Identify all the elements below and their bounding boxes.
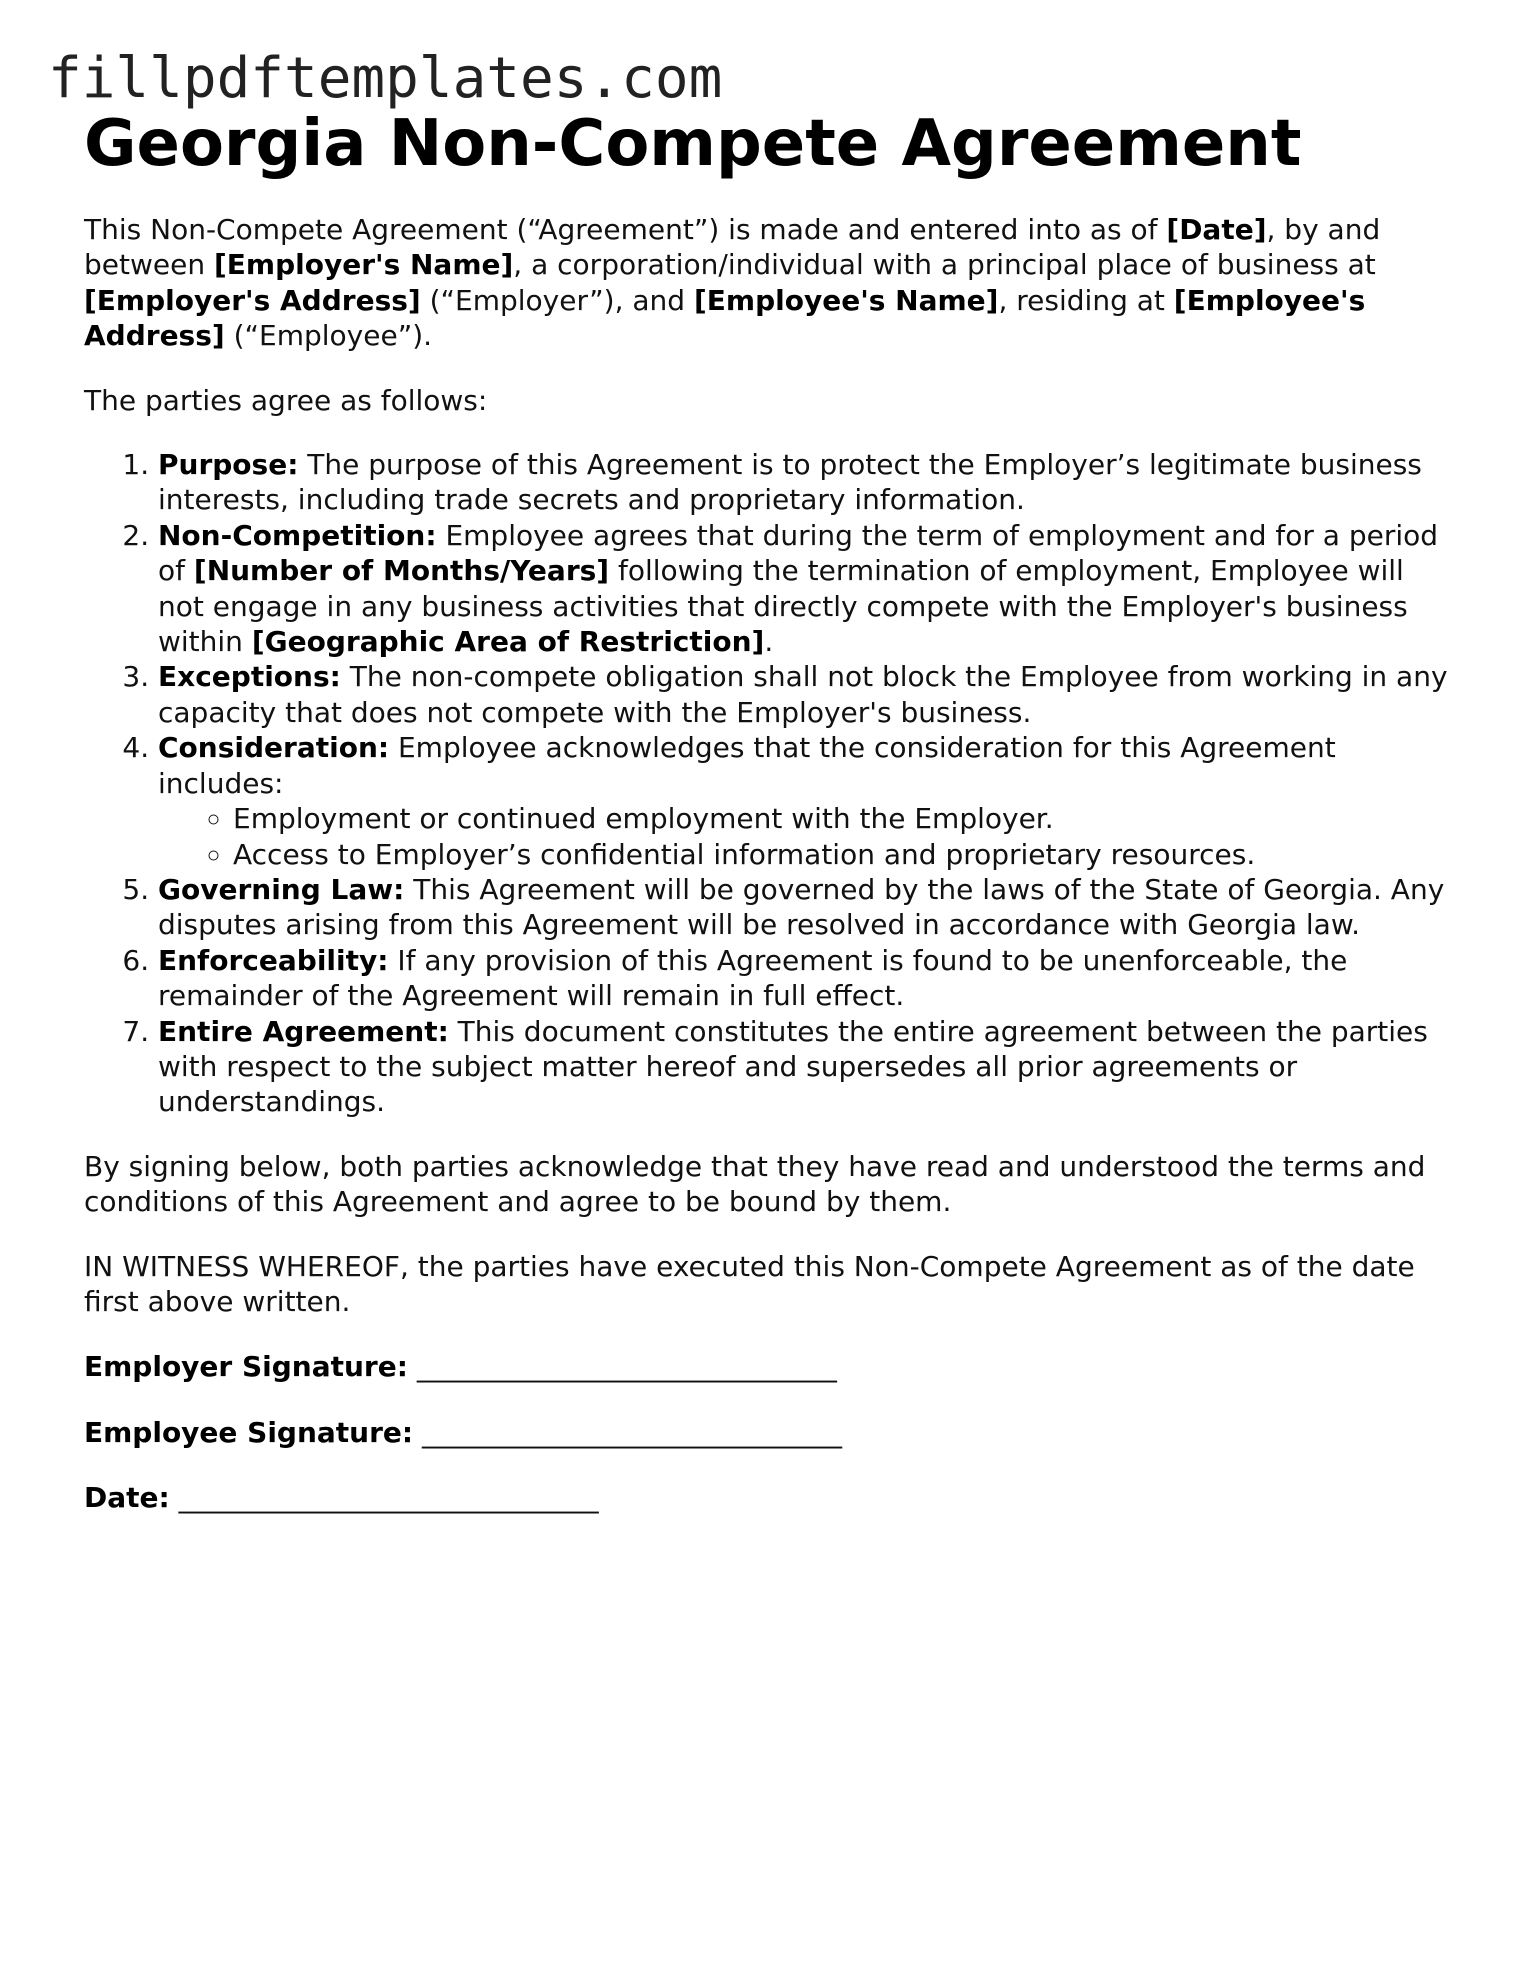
clause-text: Employee acknowledges that the consideration for this Agreement includes: [158, 731, 1336, 800]
page-title: Georgia Non-Compete Agreement [84, 107, 1302, 181]
list-item: ◦ Access to Employer’s confidential information and proprietary resources. [233, 837, 1454, 872]
clause-heading: Non-Competition: [158, 518, 437, 552]
date-field[interactable]: ______________________________ [169, 1481, 599, 1515]
employer-signature-label: Employer Signature: [84, 1350, 408, 1384]
list-item: ◦ Employment or continued employment with the Employer. [233, 801, 1454, 836]
clause-text: If any provision of this Agreement is found to be unenforceable, the remainder of the Agreement will remain in full effect. [158, 943, 1348, 1013]
document [84, 104, 1454, 1516]
date-line [84, 1480, 1454, 1515]
clause-text: This Agreement will be governed by the laws of the State of Georgia. Any disputes arising from this Agreement will be resolved in accordance with Georgia law. [158, 872, 1445, 942]
employer-address-placeholder: [Employer's Address] [84, 283, 421, 317]
employer-signature-line [84, 1349, 1454, 1384]
clause-text: . [764, 625, 774, 659]
clause-consideration [158, 730, 1454, 872]
intro-text: (“Employee”). [224, 319, 433, 353]
intro-text: , by and between [84, 213, 1381, 282]
clause-text: following the termination of employment, Employee will not engage in any business activities that directly compete with the Employer's business within [158, 554, 1408, 659]
employee-name-placeholder: [Employee's Name] [693, 283, 999, 317]
employer-signature-field[interactable]: ______________________________ [407, 1350, 837, 1384]
area-placeholder: [Geographic Area of Restriction] [251, 625, 765, 659]
intro-text: , a corporation/individual with a principal place of business at [513, 248, 1376, 282]
clause-heading: Enforceability: [158, 943, 389, 977]
clause-text: This document constitutes the entire agreement between the parties with respect to the subject matter hereof and supersedes all prior agreements or understandings. [158, 1014, 1428, 1119]
clause-heading: Purpose: [158, 448, 299, 482]
clause-text: Employee agrees that during the term of employment and for a period of [158, 518, 1439, 588]
clause-list [84, 447, 1454, 1120]
clause-purpose [158, 447, 1454, 518]
clause-heading: Exceptions: [158, 660, 341, 694]
employer-name-placeholder: [Employer's Name] [213, 248, 514, 282]
employee-signature-line [84, 1415, 1454, 1450]
clause-text: The purpose of this Agreement is to protect the Employer’s legitimate business interests, including trade secrets and proprietary information. [158, 448, 1422, 517]
witness-paragraph: IN WITNESS WHEREOF, the parties have executed this Non-Compete Agreement as of the date first above written. [84, 1249, 1415, 1318]
clause-enforceability [158, 943, 1454, 1014]
intro-text: , residing at [998, 283, 1174, 317]
clause-text: The non-compete obligation shall not block the Employee from working in any capacity that does not compete with the Employer's business. [158, 660, 1448, 729]
consideration-list [158, 801, 1454, 872]
employee-signature-field[interactable]: ______________________________ [413, 1415, 843, 1449]
clause-governing-law [158, 872, 1454, 943]
watermark-text: fillpdftemplates.com [48, 46, 723, 111]
clause-non-competition [158, 518, 1454, 660]
lead-paragraph: The parties agree as follows: [84, 383, 488, 417]
clause-exceptions [158, 659, 1454, 730]
employee-signature-label: Employee Signature: [84, 1415, 414, 1449]
acknowledge-paragraph: By signing below, both parties acknowledge that they have read and understood the terms and conditions of this Agreement and agree to be bound by them. [84, 1149, 1426, 1219]
clause-heading: Governing Law: [158, 872, 405, 906]
intro-paragraph [84, 212, 1454, 354]
employee-address-placeholder: [Employee's Address] [84, 283, 1366, 353]
period-placeholder: [Number of Months/Years] [193, 554, 610, 588]
clause-heading: Consideration: [158, 731, 390, 765]
date-placeholder: [Date] [1166, 213, 1267, 246]
intro-text: (“Employer”), and [420, 283, 694, 317]
clause-entire-agreement [158, 1014, 1454, 1120]
clause-heading: Entire Agreement: [158, 1014, 449, 1048]
date-label: Date: [84, 1481, 170, 1515]
intro-text: This Non-Compete Agreement (“Agreement”) is made and entered into as of [84, 213, 1167, 246]
